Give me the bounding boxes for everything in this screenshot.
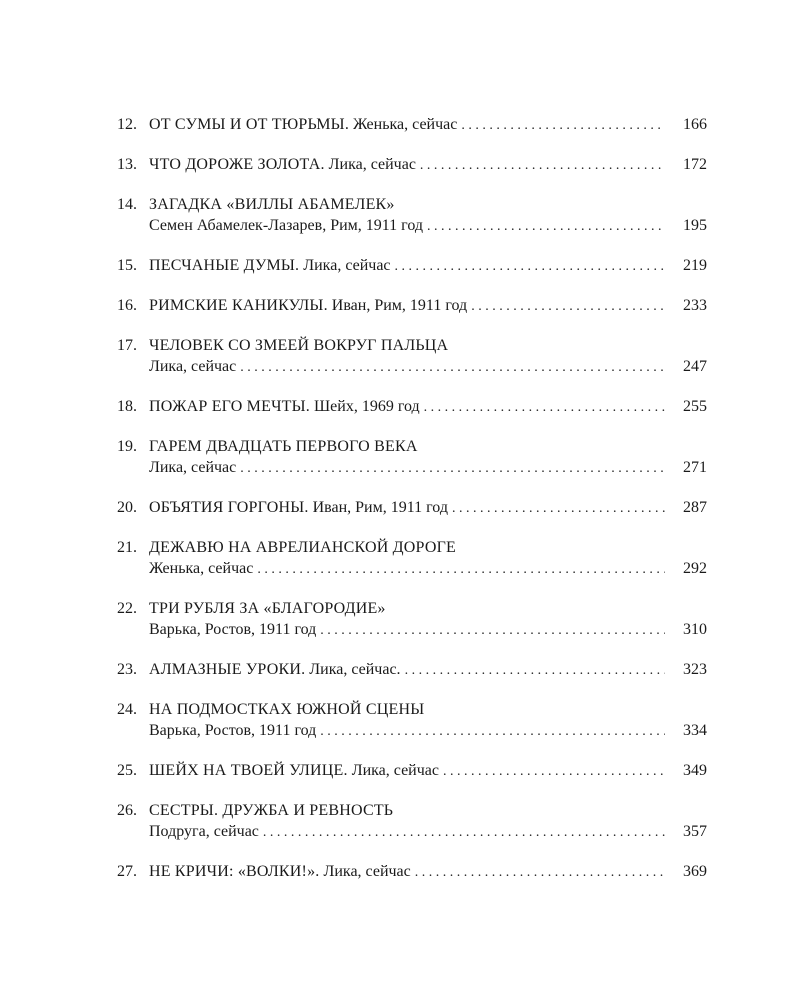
chapter-subtitle: Подруга, сейчас bbox=[149, 823, 259, 840]
chapter-title: ЗАГАДКА «ВИЛЛЫ АБАМЕЛЕК» bbox=[149, 196, 395, 213]
leader-dots bbox=[427, 216, 665, 237]
chapter-title: ОТ СУМЫ И ОТ ТЮРЬМЫ. bbox=[149, 116, 350, 133]
page-number: 166 bbox=[683, 116, 707, 133]
page-number: 172 bbox=[683, 156, 707, 173]
chapter-title: ОБЪЯТИЯ ГОРГОНЫ. bbox=[149, 499, 309, 516]
chapter-title: ПОЖАР ЕГО МЕЧТЫ. bbox=[149, 398, 311, 415]
leader-dots bbox=[420, 155, 665, 176]
toc-entry bbox=[117, 255, 707, 295]
toc-entry bbox=[117, 335, 707, 396]
chapter-subtitle: Варька, Ростов, 1911 год bbox=[149, 621, 317, 638]
chapter-subtitle: Женька, сейчас bbox=[149, 560, 254, 577]
leader-dots bbox=[471, 296, 665, 317]
toc-entry bbox=[117, 861, 707, 901]
chapter-title: РИМСКИЕ КАНИКУЛЫ. bbox=[149, 297, 328, 314]
chapter-title: НЕ КРИЧИ: «ВОЛКИ!». bbox=[149, 863, 320, 880]
page-number: 287 bbox=[683, 499, 707, 516]
leader-dots bbox=[405, 660, 665, 681]
chapter-title: СЕСТРЫ. ДРУЖБА И РЕВНОСТЬ bbox=[149, 802, 394, 819]
chapter-number: 25. bbox=[117, 762, 137, 779]
toc-entry bbox=[117, 295, 707, 335]
leader-dots bbox=[320, 620, 665, 641]
chapter-subtitle: Женька, сейчас bbox=[353, 116, 458, 133]
chapter-title: ТРИ РУБЛЯ ЗА «БЛАГОРОДИЕ» bbox=[149, 600, 386, 617]
toc-entry bbox=[117, 114, 707, 154]
page-number: 219 bbox=[683, 257, 707, 274]
chapter-title: ШЕЙХ НА ТВОЕЙ УЛИЦЕ. bbox=[149, 762, 348, 779]
toc-entry bbox=[117, 154, 707, 194]
page-number: 247 bbox=[683, 358, 707, 375]
toc-entry bbox=[117, 436, 707, 497]
chapter-title: ЧТО ДОРОЖЕ ЗОЛОТА. bbox=[149, 156, 325, 173]
leader-dots bbox=[443, 761, 665, 782]
page-number: 255 bbox=[683, 398, 707, 415]
chapter-subtitle: Лика, сейчас bbox=[303, 257, 391, 274]
chapter-number: 16. bbox=[117, 297, 137, 314]
toc-entry bbox=[117, 537, 707, 598]
chapter-number: 20. bbox=[117, 499, 137, 516]
chapter-number: 27. bbox=[117, 863, 137, 880]
table-of-contents bbox=[117, 114, 707, 901]
leader-dots bbox=[395, 256, 665, 277]
page-number: 310 bbox=[683, 621, 707, 638]
chapter-subtitle: Лика, сейчас bbox=[149, 459, 237, 476]
chapter-number: 19. bbox=[117, 438, 137, 455]
page-number: 292 bbox=[683, 560, 707, 577]
leader-dots bbox=[240, 458, 665, 479]
toc-entry bbox=[117, 396, 707, 436]
chapter-number: 15. bbox=[117, 257, 137, 274]
chapter-title: ДЕЖАВЮ НА АВРЕЛИАНСКОЙ ДОРОГЕ bbox=[149, 539, 457, 556]
chapter-subtitle: Варька, Ростов, 1911 год bbox=[149, 722, 317, 739]
chapter-subtitle: Семен Абамелек-Лазарев, Рим, 1911 год bbox=[149, 217, 424, 234]
leader-dots bbox=[415, 862, 665, 883]
toc-entry bbox=[117, 760, 707, 800]
chapter-subtitle: Шейх, 1969 год bbox=[314, 398, 420, 415]
chapter-title: АЛМАЗНЫЕ УРОКИ. bbox=[149, 661, 306, 678]
leader-dots bbox=[257, 559, 665, 580]
chapter-number: 26. bbox=[117, 802, 137, 819]
leader-dots bbox=[424, 397, 665, 418]
toc-entry bbox=[117, 497, 707, 537]
leader-dots bbox=[320, 721, 665, 742]
page-number: 334 bbox=[683, 722, 707, 739]
chapter-title: ПЕСЧАНЫЕ ДУМЫ. bbox=[149, 257, 300, 274]
chapter-subtitle: Лика, сейчас bbox=[149, 358, 237, 375]
page-number: 349 bbox=[683, 762, 707, 779]
chapter-subtitle: Лика, сейчас bbox=[351, 762, 439, 779]
leader-dots bbox=[452, 498, 665, 519]
page-number: 357 bbox=[683, 823, 707, 840]
toc-entry bbox=[117, 194, 707, 255]
page-number: 195 bbox=[683, 217, 707, 234]
toc-entry bbox=[117, 598, 707, 659]
chapter-number: 23. bbox=[117, 661, 137, 678]
toc-entry bbox=[117, 659, 707, 699]
chapter-subtitle: Лика, сейчас bbox=[323, 863, 411, 880]
chapter-title: ГАРЕМ ДВАДЦАТЬ ПЕРВОГО ВЕКА bbox=[149, 438, 418, 455]
chapter-title: НА ПОДМОСТКАХ ЮЖНОЙ СЦЕНЫ bbox=[149, 701, 425, 718]
chapter-subtitle: Лика, сейчас. bbox=[309, 661, 401, 678]
chapter-number: 14. bbox=[117, 196, 137, 213]
page-number: 271 bbox=[683, 459, 707, 476]
chapter-subtitle: Иван, Рим, 1911 год bbox=[331, 297, 468, 314]
chapter-subtitle: Лика, сейчас bbox=[328, 156, 416, 173]
chapter-number: 22. bbox=[117, 600, 137, 617]
chapter-number: 24. bbox=[117, 701, 137, 718]
chapter-title: ЧЕЛОВЕК СО ЗМЕЕЙ ВОКРУГ ПАЛЬЦА bbox=[149, 337, 449, 354]
leader-dots bbox=[240, 357, 665, 378]
page-number: 233 bbox=[683, 297, 707, 314]
chapter-number: 17. bbox=[117, 337, 137, 354]
leader-dots bbox=[263, 822, 665, 843]
chapter-number: 21. bbox=[117, 539, 137, 556]
chapter-number: 12. bbox=[117, 116, 137, 133]
chapter-subtitle: Иван, Рим, 1911 год bbox=[312, 499, 448, 516]
toc-entry bbox=[117, 699, 707, 760]
toc-entry bbox=[117, 800, 707, 861]
chapter-number: 18. bbox=[117, 398, 137, 415]
page-number: 369 bbox=[683, 863, 707, 880]
page-number: 323 bbox=[683, 661, 707, 678]
chapter-number: 13. bbox=[117, 156, 137, 173]
leader-dots bbox=[461, 115, 665, 136]
